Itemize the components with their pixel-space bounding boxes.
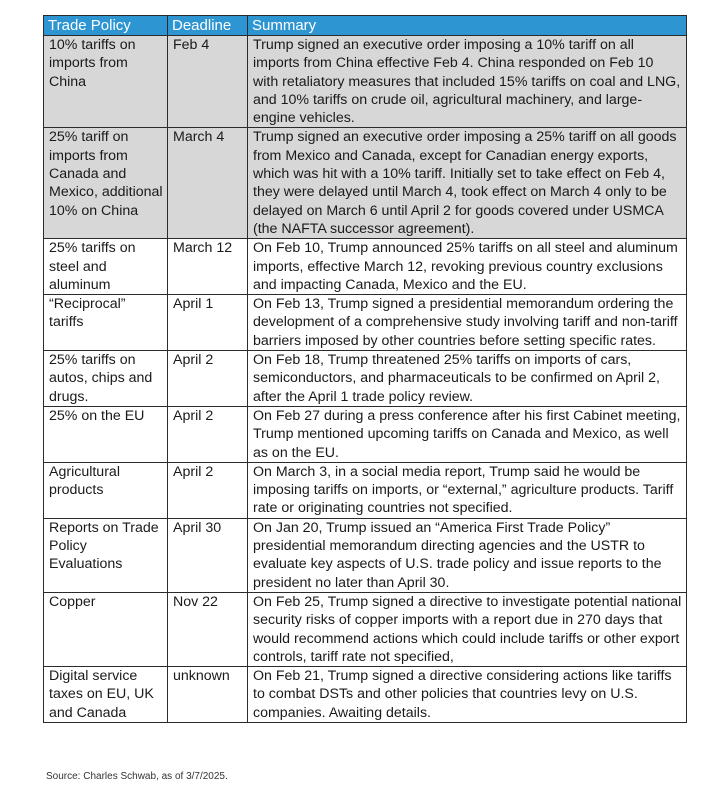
policy-cell: 25% tariffs on steel and aluminum [44, 239, 168, 295]
deadline-cell: April 30 [168, 518, 248, 592]
summary-cell: On Feb 10, Trump announced 25% tariffs on all steel and aluminum imports, effective March 12, revoking previous country exclusions and impacting Canada, Mexico and the EU. [248, 239, 687, 295]
deadline-cell: Feb 4 [168, 36, 248, 128]
policy-cell: Copper [44, 592, 168, 666]
summary-cell: On Feb 18, Trump threatened 25% tariffs on imports of cars, semiconductors, and pharmaceuticals to be confirmed on April 2, after the April 1 trade policy review. [248, 351, 687, 407]
table-row [44, 295, 687, 351]
table-row [44, 592, 687, 666]
table-header-row [44, 16, 687, 36]
table-row [44, 239, 687, 295]
summary-cell: On Feb 25, Trump signed a directive to investigate potential national security risks of copper imports with a report due in 270 days that would recommend actions which could include tariffs or other export controls, tariff rate not specified, [248, 592, 687, 666]
deadline-cell: March 12 [168, 239, 248, 295]
trade-policy-table [43, 15, 687, 723]
summary-cell: On Jan 20, Trump issued an “America First Trade Policy” presidential memorandum directing agencies and the USTR to evaluate key aspects of U.S. trade policy and issue reports to the president no later than April 30. [248, 518, 687, 592]
policy-cell: 25% tariffs on autos, chips and drugs. [44, 351, 168, 407]
policy-cell: Agricultural products [44, 462, 168, 518]
deadline-cell: April 1 [168, 295, 248, 351]
table-body [44, 36, 687, 723]
deadline-cell: April 2 [168, 406, 248, 462]
deadline-cell: unknown [168, 667, 248, 723]
header-trade-policy: Trade Policy [44, 16, 168, 36]
deadline-cell: March 4 [168, 128, 248, 239]
policy-cell: Digital service taxes on EU, UK and Canada [44, 667, 168, 723]
summary-cell: Trump signed an executive order imposing a 10% tariff on all imports from China effective Feb 4. China responded on Feb 10 with retaliatory measures that included 15% tariffs on coal and LNG, and 10% tariffs on crude oil, agricultural machinery, and large-engine vehicles. [248, 36, 687, 128]
summary-cell: On Feb 13, Trump signed a presidential memorandum ordering the development of a comprehensive study involving tariff and non-tariff barriers imposed by other countries before setting specific rates. [248, 295, 687, 351]
policy-cell: Reports on Trade Policy Evaluations [44, 518, 168, 592]
summary-cell: On Feb 21, Trump signed a directive considering actions like tariffs to combat DSTs and other policies that countries levy on U.S. companies. Awaiting details. [248, 667, 687, 723]
table-row [44, 351, 687, 407]
source-note: Source: Charles Schwab, as of 3/7/2025. [46, 771, 228, 782]
table-row [44, 667, 687, 723]
policy-cell: 10% tariffs on imports from China [44, 36, 168, 128]
summary-cell: On March 3, in a social media report, Trump said he would be imposing tariffs on imports, or “external,” agriculture products. Tariff rate or originating countries not specified. [248, 462, 687, 518]
deadline-cell: April 2 [168, 462, 248, 518]
summary-cell: Trump signed an executive order imposing a 25% tariff on all goods from Mexico and Canada, except for Canadian energy exports, which was hit with a 10% tariff. Initially set to take effect on Feb 4, they were delayed until March 4, took effect on March 4 only to be delayed on March 6 until April 2 for goods covered under USMCA (the NAFTA successor agreement). [248, 128, 687, 239]
deadline-cell: April 2 [168, 351, 248, 407]
header-summary: Summary [248, 16, 687, 36]
policy-cell: 25% on the EU [44, 406, 168, 462]
policy-cell: “Reciprocal” tariffs [44, 295, 168, 351]
table-row [44, 462, 687, 518]
header-deadline: Deadline [168, 16, 248, 36]
table-row [44, 518, 687, 592]
table-row [44, 128, 687, 239]
table-row [44, 36, 687, 128]
table-row [44, 406, 687, 462]
summary-cell: On Feb 27 during a press conference after his first Cabinet meeting, Trump mentioned upcoming tariffs on Canada and Mexico, as well as on the EU. [248, 406, 687, 462]
deadline-cell: Nov 22 [168, 592, 248, 666]
policy-cell: 25% tariff on imports from Canada and Mexico, additional 10% on China [44, 128, 168, 239]
